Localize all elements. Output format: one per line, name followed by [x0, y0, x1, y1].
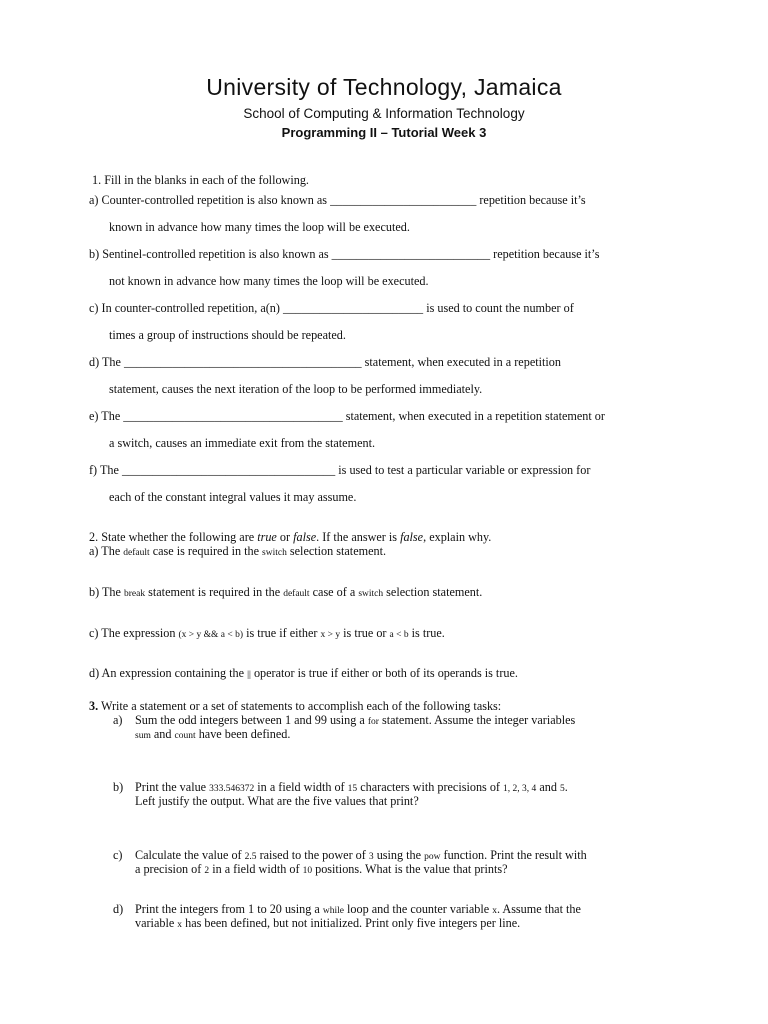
q1-c-line2: times a group of instructions should be repeated. — [109, 328, 346, 342]
q2-c-mid1: is true if either — [243, 626, 321, 640]
q2-b-mid2: case of a — [309, 585, 359, 599]
q2-c-mid2: is true or — [340, 626, 390, 640]
q3-b1-text: Print the value — [135, 780, 210, 794]
q2-intro-false2: false — [400, 530, 424, 544]
q3-d1-mid: loop and the counter variable — [343, 902, 493, 916]
q2-b-post: selection statement. — [383, 585, 483, 599]
q3-b1-code-width: 15 — [347, 784, 358, 794]
q3-intro-text: Write a statement or a set of statements to accomplish each of the following tasks: — [98, 699, 502, 713]
q1-e-line2: a switch, causes an immediate exit from the statement. — [109, 436, 376, 450]
q3-d1-code-while: while — [322, 906, 344, 916]
q2-intro-mid: . If the answer is — [316, 530, 401, 544]
q3-a2-post: have been defined. — [195, 727, 291, 741]
q3-c1-mid1: raised to the power of — [256, 848, 369, 862]
q1-e-line1: e) The ____________________________________ statement, when executed in a repetition statement or — [89, 409, 605, 423]
q2-d-text: d) An expression containing the — [89, 666, 248, 680]
q3-c2-text: a precision of — [135, 862, 205, 876]
q2-d — [89, 666, 518, 683]
q2-intro — [89, 530, 491, 545]
q2-d-code-or: || — [247, 670, 251, 680]
q2-c-code-xy: x > y — [320, 630, 341, 640]
q1-f-line1: f) The ___________________________________ is used to test a particular variable or expression for — [89, 463, 591, 477]
q3-c-label: c) — [113, 848, 123, 862]
q2-d-post: operator is true if either or both of its operands is true. — [250, 666, 518, 680]
q3-a2-mid: and — [150, 727, 175, 741]
q3-c2-mid: in a field width of — [209, 862, 303, 876]
q3-b1-code-precisions: 1, 2, 3, 4 — [503, 784, 537, 794]
q3-c1-mid2: using the — [373, 848, 425, 862]
q1-a-line2: known in advance how many times the loop will be executed. — [109, 220, 410, 234]
q2-b-code-switch: switch — [358, 589, 384, 599]
university-title: University of Technology, Jamaica — [206, 74, 562, 100]
q1-d-line1: d) The _______________________________________ statement, when executed in a repetition — [89, 355, 561, 369]
q2-c-text: c) The expression — [89, 626, 179, 640]
q2-intro-post: , explain why. — [423, 530, 492, 544]
q2-c-code-expression: (x > y && a < b) — [178, 630, 244, 640]
q3-d1-text: Print the integers from 1 to 20 using a — [135, 902, 323, 916]
q3-d2-post: has been defined, but not initialized. Print only five integers per line. — [182, 916, 521, 930]
q3-b1-post: . — [564, 780, 568, 794]
q2-b-mid1: statement is required in the — [145, 585, 284, 599]
q3-d1-code-x: x — [492, 906, 497, 916]
q3-c1-post: function. Print the result with — [440, 848, 587, 862]
q2-b-code-default: default — [283, 589, 310, 599]
q3-c1-code-pow: pow — [424, 852, 441, 862]
q1-f-line2: each of the constant integral values it may assume. — [109, 490, 357, 504]
q2-c-code-ab: a < b — [389, 630, 409, 640]
q3-a1-text: Sum the odd integers between 1 and 99 using a — [135, 713, 368, 727]
q3-c1-text: Calculate the value of — [135, 848, 245, 862]
q3-a1-post: statement. Assume the integer variables — [378, 713, 576, 727]
q3-number: 3. — [89, 699, 99, 713]
q2-a-post: selection statement. — [286, 544, 387, 558]
q1-a-line1: a) Counter-controlled repetition is also known as ________________________ repetition because it’s — [89, 193, 586, 207]
q3-a1-code-for: for — [367, 717, 379, 727]
q1-intro: 1. Fill in the blanks in each of the following. — [92, 173, 309, 187]
q2-a — [89, 544, 386, 561]
q3-c2-code-precision: 2 — [204, 866, 210, 876]
q2-b-text: b) The — [89, 585, 124, 599]
q3-c2-post: positions. What is the value that prints? — [312, 862, 508, 876]
q3-d2-code-x: x — [177, 920, 183, 930]
q3-b1-code-value: 333.546372 — [209, 784, 255, 794]
q1-c-line1: c) In counter-controlled repetition, a(n) _______________________ is used to count the number of — [89, 301, 574, 315]
q3-c1-code-base: 2.5 — [244, 852, 257, 862]
q3-d2-text: variable — [135, 916, 178, 930]
q3-b1-code-five: 5 — [559, 784, 565, 794]
q2-a-mid: case is required in the — [149, 544, 263, 558]
q1-b-line2: not known in advance how many times the loop will be executed. — [109, 274, 429, 288]
q2-intro-true: true — [257, 530, 277, 544]
q3-b1-mid1: in a field width of — [254, 780, 348, 794]
q3-c-line2 — [135, 862, 508, 879]
school-subtitle: School of Computing & Information Technology — [243, 106, 525, 121]
q3-d1-post: . Assume that the — [496, 902, 581, 916]
q3-a2-code-sum: sum — [135, 731, 151, 741]
q2-c — [89, 626, 445, 643]
q2-a-code-switch: switch — [262, 548, 287, 558]
q3-b-label: b) — [113, 780, 124, 794]
q1-b-line1: b) Sentinel-controlled repetition is also known as __________________________ repetition because it’s — [89, 247, 600, 261]
q1-d-line2: statement, causes the next iteration of the loop to be performed immediately. — [109, 382, 483, 396]
q3-c1-code-exp: 3 — [368, 852, 374, 862]
course-heading: Programming II – Tutorial Week 3 — [281, 125, 487, 140]
q2-a-text: a) The — [89, 544, 124, 558]
q3-intro — [89, 699, 501, 714]
q2-intro-or: or — [276, 530, 294, 544]
q2-c-post: is true. — [408, 626, 445, 640]
q2-intro-text: 2. State whether the following are — [89, 530, 258, 544]
q3-b1-mid3: and — [536, 780, 560, 794]
q2-a-code-default: default — [123, 548, 150, 558]
q3-b-line2: Left justify the output. What are the five values that print? — [135, 794, 419, 808]
q3-b1-mid2: characters with precisions of — [357, 780, 504, 794]
q3-a2-code-count: count — [174, 731, 196, 741]
q2-intro-false: false — [293, 530, 317, 544]
q2-b — [89, 585, 482, 602]
q3-a-line2 — [135, 727, 290, 744]
q3-d-line2 — [135, 916, 520, 933]
q3-c2-code-width: 10 — [302, 866, 313, 876]
q3-a-label: a) — [113, 713, 123, 727]
q2-b-code-break: break — [123, 589, 146, 599]
q3-d-label: d) — [113, 902, 124, 916]
